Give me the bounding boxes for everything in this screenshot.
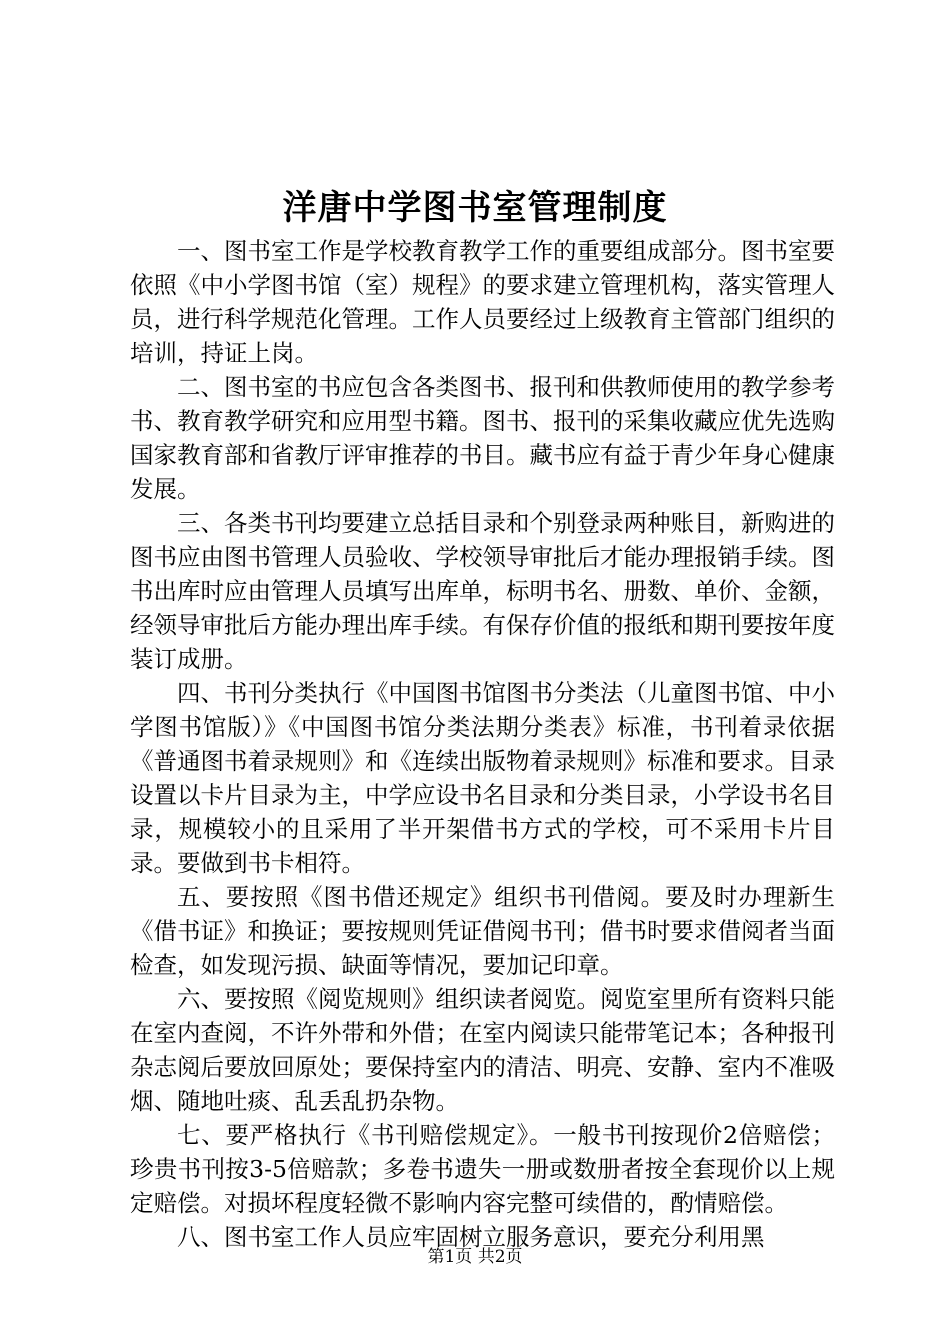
paragraph-3: 三、各类书刊均要建立总括目录和个别登录两种账目，新购进的图书应由图书管理人员验收、学校领导审批后才能办理报销手续。图书出库时应由管理人员填写出库单，标明书名、册数、单价、金额，经领导审批后方能办理出库手续。有保存价值的报纸和期刊要按年度装订成册。 <box>130 509 835 673</box>
paragraph-5: 五、要按照《图书借还规定》组织书刊借阅。要及时办理新生《借书证》和换证；要按规则凭证借阅书刊；借书时要求借阅者当面检查，如发现污损、缺面等情况，要加记印章。 <box>130 883 835 979</box>
paragraph-1: 一、图书室工作是学校教育教学工作的重要组成部分。图书室要依照《中小学图书馆（室）规程》的要求建立管理机构，落实管理人员，进行科学规范化管理。工作人员要经过上级教育主管部门组织的培训，持证上岗。 <box>130 237 835 367</box>
paragraph-2: 二、图书室的书应包含各类图书、报刊和供教师使用的教学参考书、教育教学研究和应用型书籍。图书、报刊的采集收藏应优先选购国家教育部和省教厅评审推荐的书目。藏书应有益于青少年身心健康发展。 <box>130 373 835 503</box>
document-title: 洋唐中学图书室管理制度 <box>282 188 668 228</box>
paragraph-4: 四、书刊分类执行《中国图书馆图书分类法（儿童图书馆、中小学图书馆版）》《中国图书馆分类法期分类表》标准，书刊着录依据《普通图书着录规则》和《连续出版物着录规则》标准和要求。目录设置以卡片目录为主，中学应设书名目录和分类目录，小学设书名目录，规模较小的且采用了半开架借书方式的学校，可不采用卡片目录。要做到书卡相符。 <box>130 679 835 877</box>
page-footer: 第1页 共2页 <box>427 1247 523 1267</box>
document-body <box>130 234 835 1254</box>
paragraph-7: 七、要严格执行《书刊赔偿规定》。一般书刊按现价2倍赔偿；珍贵书刊按3-5倍赔款；多卷书遗失一册或数册者按全套现价以上规定赔偿。对损坏程度轻微不影响内容完整可续借的，酌情赔偿。 <box>130 1121 835 1217</box>
paragraph-8: 八、图书室工作人员应牢固树立服务意识，要充分利用黑 <box>177 1223 765 1251</box>
paragraph-6: 六、要按照《阅览规则》组织读者阅览。阅览室里所有资料只能在室内查阅，不许外带和外借；在室内阅读只能带笔记本；各种报刊杂志阅后要放回原处；要保持室内的清洁、明亮、安静、室内不准吸烟、随地吐痰、乱丢乱扔杂物。 <box>130 985 835 1115</box>
